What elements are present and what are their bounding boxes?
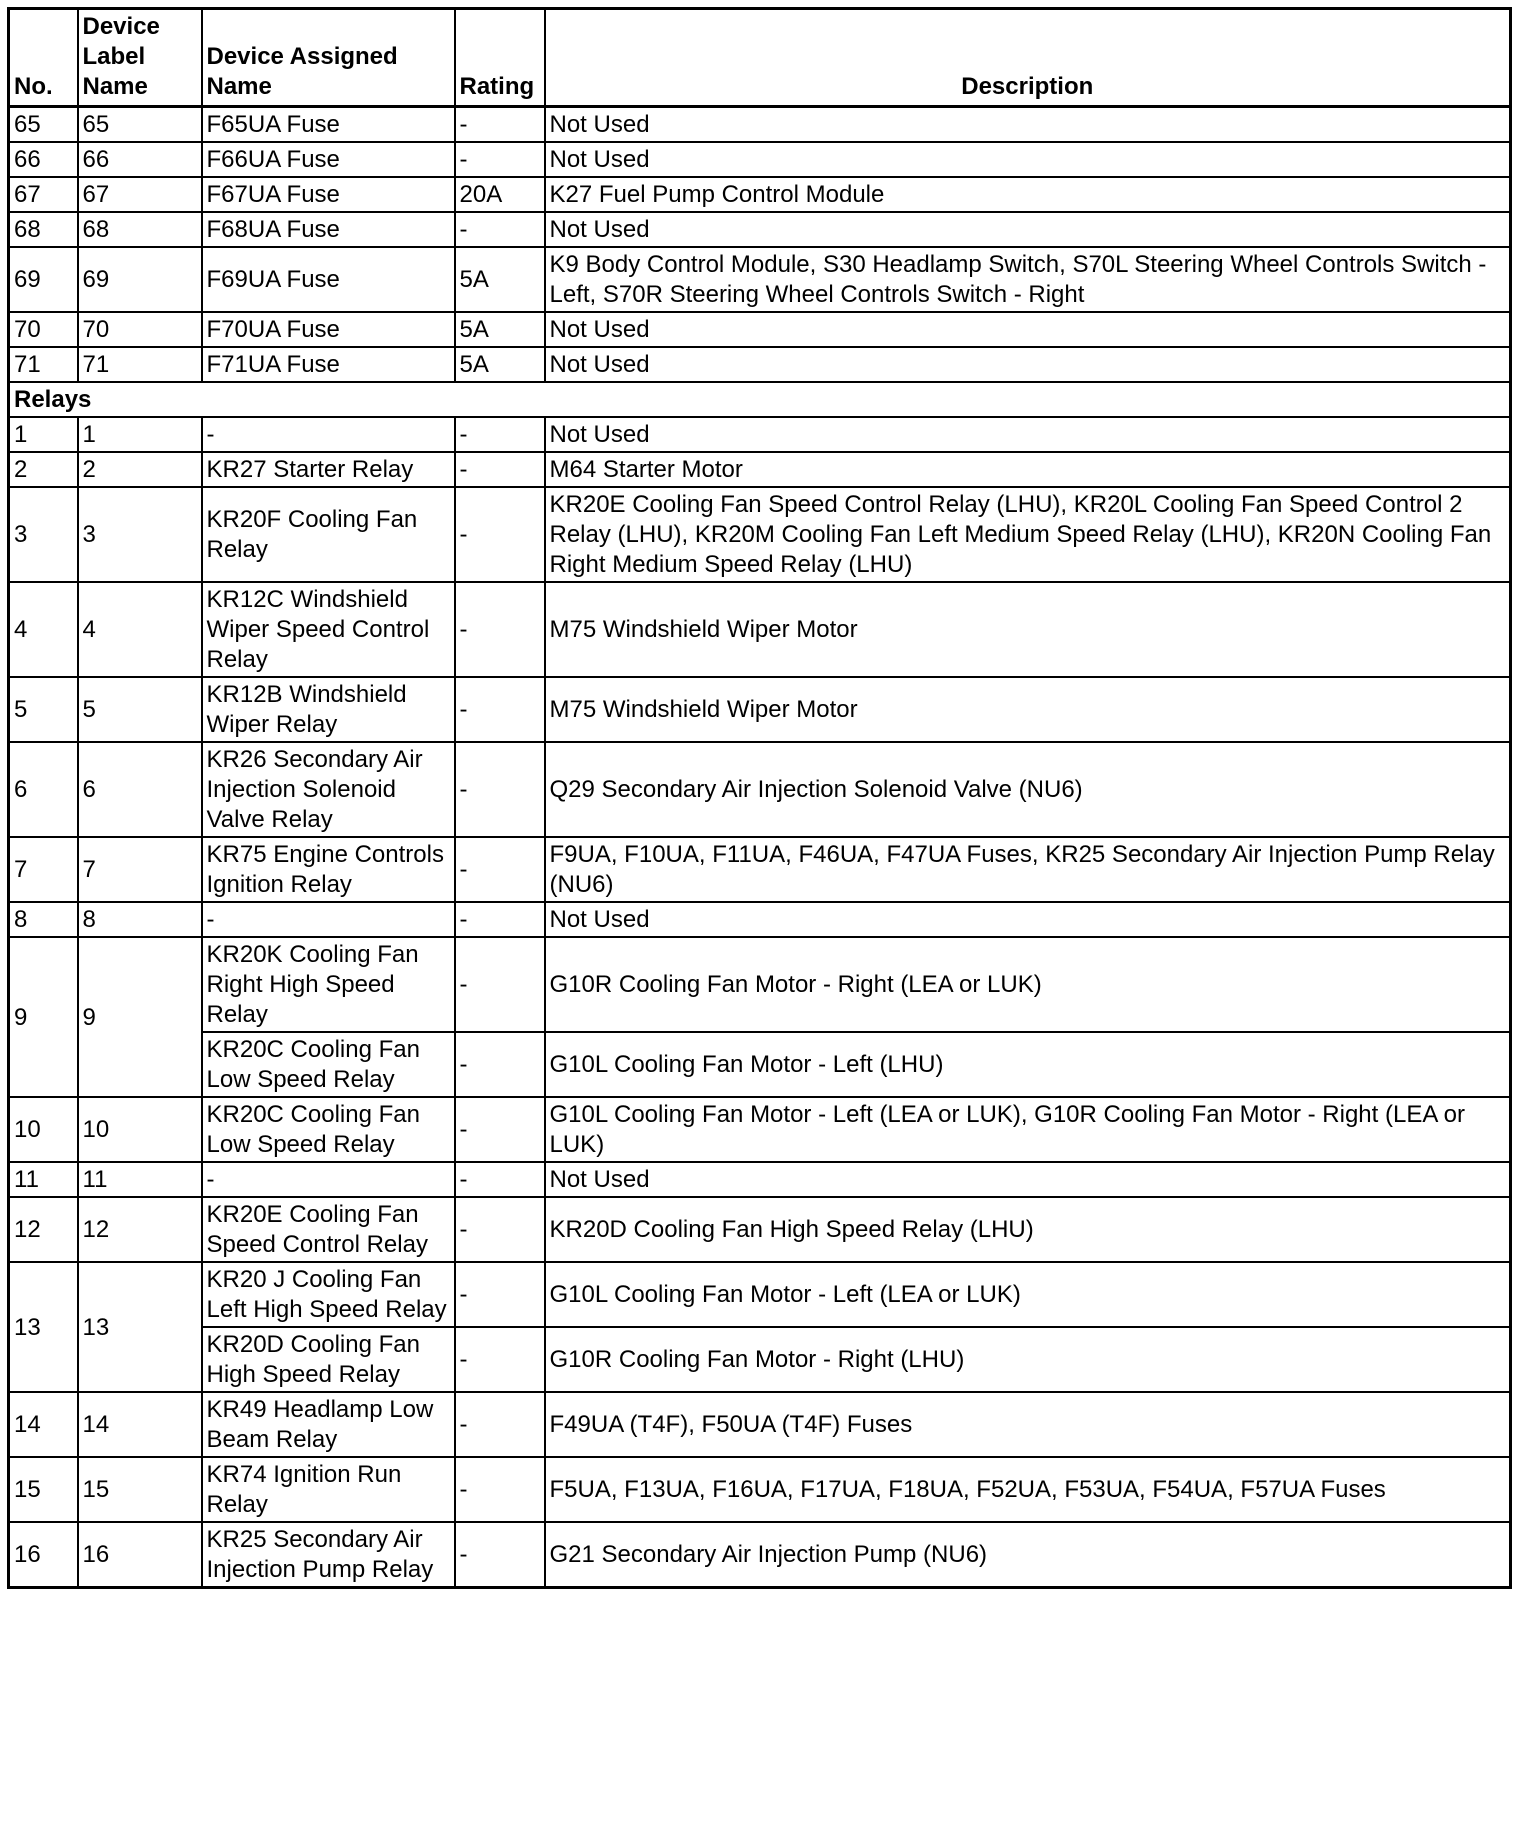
cell-no: 4 <box>9 582 78 677</box>
cell-device-label-name: 69 <box>78 247 202 312</box>
cell-description: Not Used <box>545 1162 1511 1197</box>
fuse-row <box>9 142 1511 177</box>
cell-device-label-name: 9 <box>78 937 202 1097</box>
cell-device-label-name: 13 <box>78 1262 202 1392</box>
cell-no: 7 <box>9 837 78 902</box>
cell-device-assigned-name: KR20C Cooling Fan Low Speed Relay <box>202 1097 455 1162</box>
cell-rating: - <box>455 452 545 487</box>
fuse-relay-table <box>7 7 1512 1589</box>
cell-description: Not Used <box>545 212 1511 247</box>
cell-device-label-name: 5 <box>78 677 202 742</box>
cell-no: 12 <box>9 1197 78 1262</box>
cell-device-label-name: 2 <box>78 452 202 487</box>
relay-row <box>9 417 1511 452</box>
header-no: No. <box>9 9 78 107</box>
cell-device-assigned-name: KR75 Engine Controls Ignition Relay <box>202 837 455 902</box>
cell-description: M64 Starter Motor <box>545 452 1511 487</box>
cell-device-assigned-name: F70UA Fuse <box>202 312 455 347</box>
cell-no: 67 <box>9 177 78 212</box>
cell-no: 70 <box>9 312 78 347</box>
cell-device-label-name: 8 <box>78 902 202 937</box>
cell-rating: - <box>455 487 545 582</box>
cell-description: KR20D Cooling Fan High Speed Relay (LHU) <box>545 1197 1511 1262</box>
relay-row <box>9 837 1511 902</box>
header-device-label-name: Device Label Name <box>78 9 202 107</box>
cell-device-assigned-name: KR49 Headlamp Low Beam Relay <box>202 1392 455 1457</box>
header-rating: Rating <box>455 9 545 107</box>
fuse-row <box>9 212 1511 247</box>
fuse-row <box>9 347 1511 382</box>
cell-device-assigned-name: F69UA Fuse <box>202 247 455 312</box>
relay-row <box>9 1162 1511 1197</box>
relay-row <box>9 1262 1511 1327</box>
cell-no: 14 <box>9 1392 78 1457</box>
cell-no: 65 <box>9 107 78 143</box>
cell-device-label-name: 14 <box>78 1392 202 1457</box>
cell-description: Not Used <box>545 347 1511 382</box>
cell-description: F49UA (T4F), F50UA (T4F) Fuses <box>545 1392 1511 1457</box>
cell-no: 15 <box>9 1457 78 1522</box>
relays-section-heading: Relays <box>9 382 1511 417</box>
cell-no: 11 <box>9 1162 78 1197</box>
cell-device-label-name: 7 <box>78 837 202 902</box>
cell-device-assigned-name: - <box>202 902 455 937</box>
cell-description: Not Used <box>545 417 1511 452</box>
cell-device-assigned-name: - <box>202 1162 455 1197</box>
cell-no: 5 <box>9 677 78 742</box>
relay-row <box>9 937 1511 1032</box>
relay-row <box>9 742 1511 837</box>
cell-device-assigned-name: KR12C Windshield Wiper Speed Control Relay <box>202 582 455 677</box>
table-body <box>9 107 1511 1588</box>
cell-device-assigned-name: KR20D Cooling Fan High Speed Relay <box>202 1327 455 1392</box>
cell-rating: - <box>455 837 545 902</box>
cell-description: Not Used <box>545 312 1511 347</box>
cell-description: G10L Cooling Fan Motor - Left (LHU) <box>545 1032 1511 1097</box>
cell-no: 9 <box>9 937 78 1097</box>
cell-device-label-name: 10 <box>78 1097 202 1162</box>
cell-device-assigned-name: KR12B Windshield Wiper Relay <box>202 677 455 742</box>
cell-device-label-name: 4 <box>78 582 202 677</box>
cell-description: Not Used <box>545 902 1511 937</box>
cell-rating: - <box>455 1032 545 1097</box>
cell-rating: - <box>455 1162 545 1197</box>
cell-description: Not Used <box>545 142 1511 177</box>
cell-device-assigned-name: KR27 Starter Relay <box>202 452 455 487</box>
cell-device-label-name: 70 <box>78 312 202 347</box>
cell-device-assigned-name: KR20K Cooling Fan Right High Speed Relay <box>202 937 455 1032</box>
cell-device-label-name: 12 <box>78 1197 202 1262</box>
cell-rating: - <box>455 212 545 247</box>
cell-device-label-name: 1 <box>78 417 202 452</box>
cell-description: KR20E Cooling Fan Speed Control Relay (LHU), KR20L Cooling Fan Speed Control 2 Relay (LHU), KR20M Cooling Fan Left Medium Speed Relay (LHU), KR20N Cooling Fan Right Medium Speed Relay (LHU) <box>545 487 1511 582</box>
cell-device-assigned-name: F68UA Fuse <box>202 212 455 247</box>
relay-row <box>9 1097 1511 1162</box>
header-description: Description <box>545 9 1511 107</box>
cell-device-label-name: 11 <box>78 1162 202 1197</box>
relay-row <box>9 1197 1511 1262</box>
cell-description: G10L Cooling Fan Motor - Left (LEA or LUK), G10R Cooling Fan Motor - Right (LEA or LUK) <box>545 1097 1511 1162</box>
cell-rating: - <box>455 417 545 452</box>
cell-rating: - <box>455 142 545 177</box>
cell-no: 69 <box>9 247 78 312</box>
header-row <box>9 9 1511 107</box>
cell-description: F5UA, F13UA, F16UA, F17UA, F18UA, F52UA, F53UA, F54UA, F57UA Fuses <box>545 1457 1511 1522</box>
cell-description: F9UA, F10UA, F11UA, F46UA, F47UA Fuses, KR25 Secondary Air Injection Pump Relay (NU6) <box>545 837 1511 902</box>
cell-no: 68 <box>9 212 78 247</box>
cell-no: 66 <box>9 142 78 177</box>
cell-device-label-name: 16 <box>78 1522 202 1588</box>
cell-rating: - <box>455 902 545 937</box>
cell-description: M75 Windshield Wiper Motor <box>545 582 1511 677</box>
cell-no: 16 <box>9 1522 78 1588</box>
cell-rating: - <box>455 1262 545 1327</box>
cell-device-label-name: 67 <box>78 177 202 212</box>
cell-rating: 5A <box>455 347 545 382</box>
cell-description: K27 Fuel Pump Control Module <box>545 177 1511 212</box>
cell-rating: - <box>455 677 545 742</box>
relay-row <box>9 1457 1511 1522</box>
cell-no: 8 <box>9 902 78 937</box>
cell-description: G21 Secondary Air Injection Pump (NU6) <box>545 1522 1511 1588</box>
relay-row <box>9 1522 1511 1588</box>
cell-rating: - <box>455 1327 545 1392</box>
cell-description: K9 Body Control Module, S30 Headlamp Switch, S70L Steering Wheel Controls Switch - Left, S70R Steering Wheel Controls Switch - Right <box>545 247 1511 312</box>
fuse-row <box>9 312 1511 347</box>
header-device-assigned-name: Device Assigned Name <box>202 9 455 107</box>
cell-device-assigned-name: F65UA Fuse <box>202 107 455 143</box>
cell-device-label-name: 71 <box>78 347 202 382</box>
cell-device-assigned-name: KR20E Cooling Fan Speed Control Relay <box>202 1197 455 1262</box>
cell-rating: - <box>455 1197 545 1262</box>
cell-description: G10R Cooling Fan Motor - Right (LEA or LUK) <box>545 937 1511 1032</box>
relay-row <box>9 1032 1511 1097</box>
relay-row <box>9 487 1511 582</box>
relay-row <box>9 1327 1511 1392</box>
cell-rating: - <box>455 1522 545 1588</box>
cell-description: Not Used <box>545 107 1511 143</box>
cell-rating: - <box>455 582 545 677</box>
cell-rating: - <box>455 107 545 143</box>
cell-device-label-name: 6 <box>78 742 202 837</box>
cell-rating: - <box>455 1392 545 1457</box>
cell-no: 13 <box>9 1262 78 1392</box>
cell-rating: 20A <box>455 177 545 212</box>
cell-description: Q29 Secondary Air Injection Solenoid Valve (NU6) <box>545 742 1511 837</box>
cell-device-assigned-name: F66UA Fuse <box>202 142 455 177</box>
fuse-row <box>9 177 1511 212</box>
cell-rating: 5A <box>455 247 545 312</box>
cell-description: G10R Cooling Fan Motor - Right (LHU) <box>545 1327 1511 1392</box>
cell-rating: 5A <box>455 312 545 347</box>
cell-device-label-name: 68 <box>78 212 202 247</box>
cell-no: 3 <box>9 487 78 582</box>
cell-device-label-name: 66 <box>78 142 202 177</box>
cell-rating: - <box>455 1097 545 1162</box>
fuse-row <box>9 247 1511 312</box>
relay-row <box>9 1392 1511 1457</box>
cell-device-assigned-name: KR20 J Cooling Fan Left High Speed Relay <box>202 1262 455 1327</box>
cell-no: 1 <box>9 417 78 452</box>
relay-row <box>9 677 1511 742</box>
cell-rating: - <box>455 1457 545 1522</box>
cell-device-assigned-name: - <box>202 417 455 452</box>
cell-description: M75 Windshield Wiper Motor <box>545 677 1511 742</box>
cell-device-assigned-name: F67UA Fuse <box>202 177 455 212</box>
cell-device-assigned-name: KR25 Secondary Air Injection Pump Relay <box>202 1522 455 1588</box>
cell-device-label-name: 65 <box>78 107 202 143</box>
cell-description: G10L Cooling Fan Motor - Left (LEA or LUK) <box>545 1262 1511 1327</box>
cell-no: 6 <box>9 742 78 837</box>
cell-device-assigned-name: KR20F Cooling Fan Relay <box>202 487 455 582</box>
relay-row <box>9 452 1511 487</box>
cell-device-label-name: 15 <box>78 1457 202 1522</box>
cell-no: 71 <box>9 347 78 382</box>
cell-no: 2 <box>9 452 78 487</box>
cell-device-assigned-name: F71UA Fuse <box>202 347 455 382</box>
relay-row <box>9 902 1511 937</box>
cell-rating: - <box>455 937 545 1032</box>
cell-rating: - <box>455 742 545 837</box>
cell-device-label-name: 3 <box>78 487 202 582</box>
relays-section-row <box>9 382 1511 417</box>
cell-no: 10 <box>9 1097 78 1162</box>
cell-device-assigned-name: KR74 Ignition Run Relay <box>202 1457 455 1522</box>
relay-row <box>9 582 1511 677</box>
cell-device-assigned-name: KR20C Cooling Fan Low Speed Relay <box>202 1032 455 1097</box>
cell-device-assigned-name: KR26 Secondary Air Injection Solenoid Valve Relay <box>202 742 455 837</box>
fuse-row <box>9 107 1511 143</box>
